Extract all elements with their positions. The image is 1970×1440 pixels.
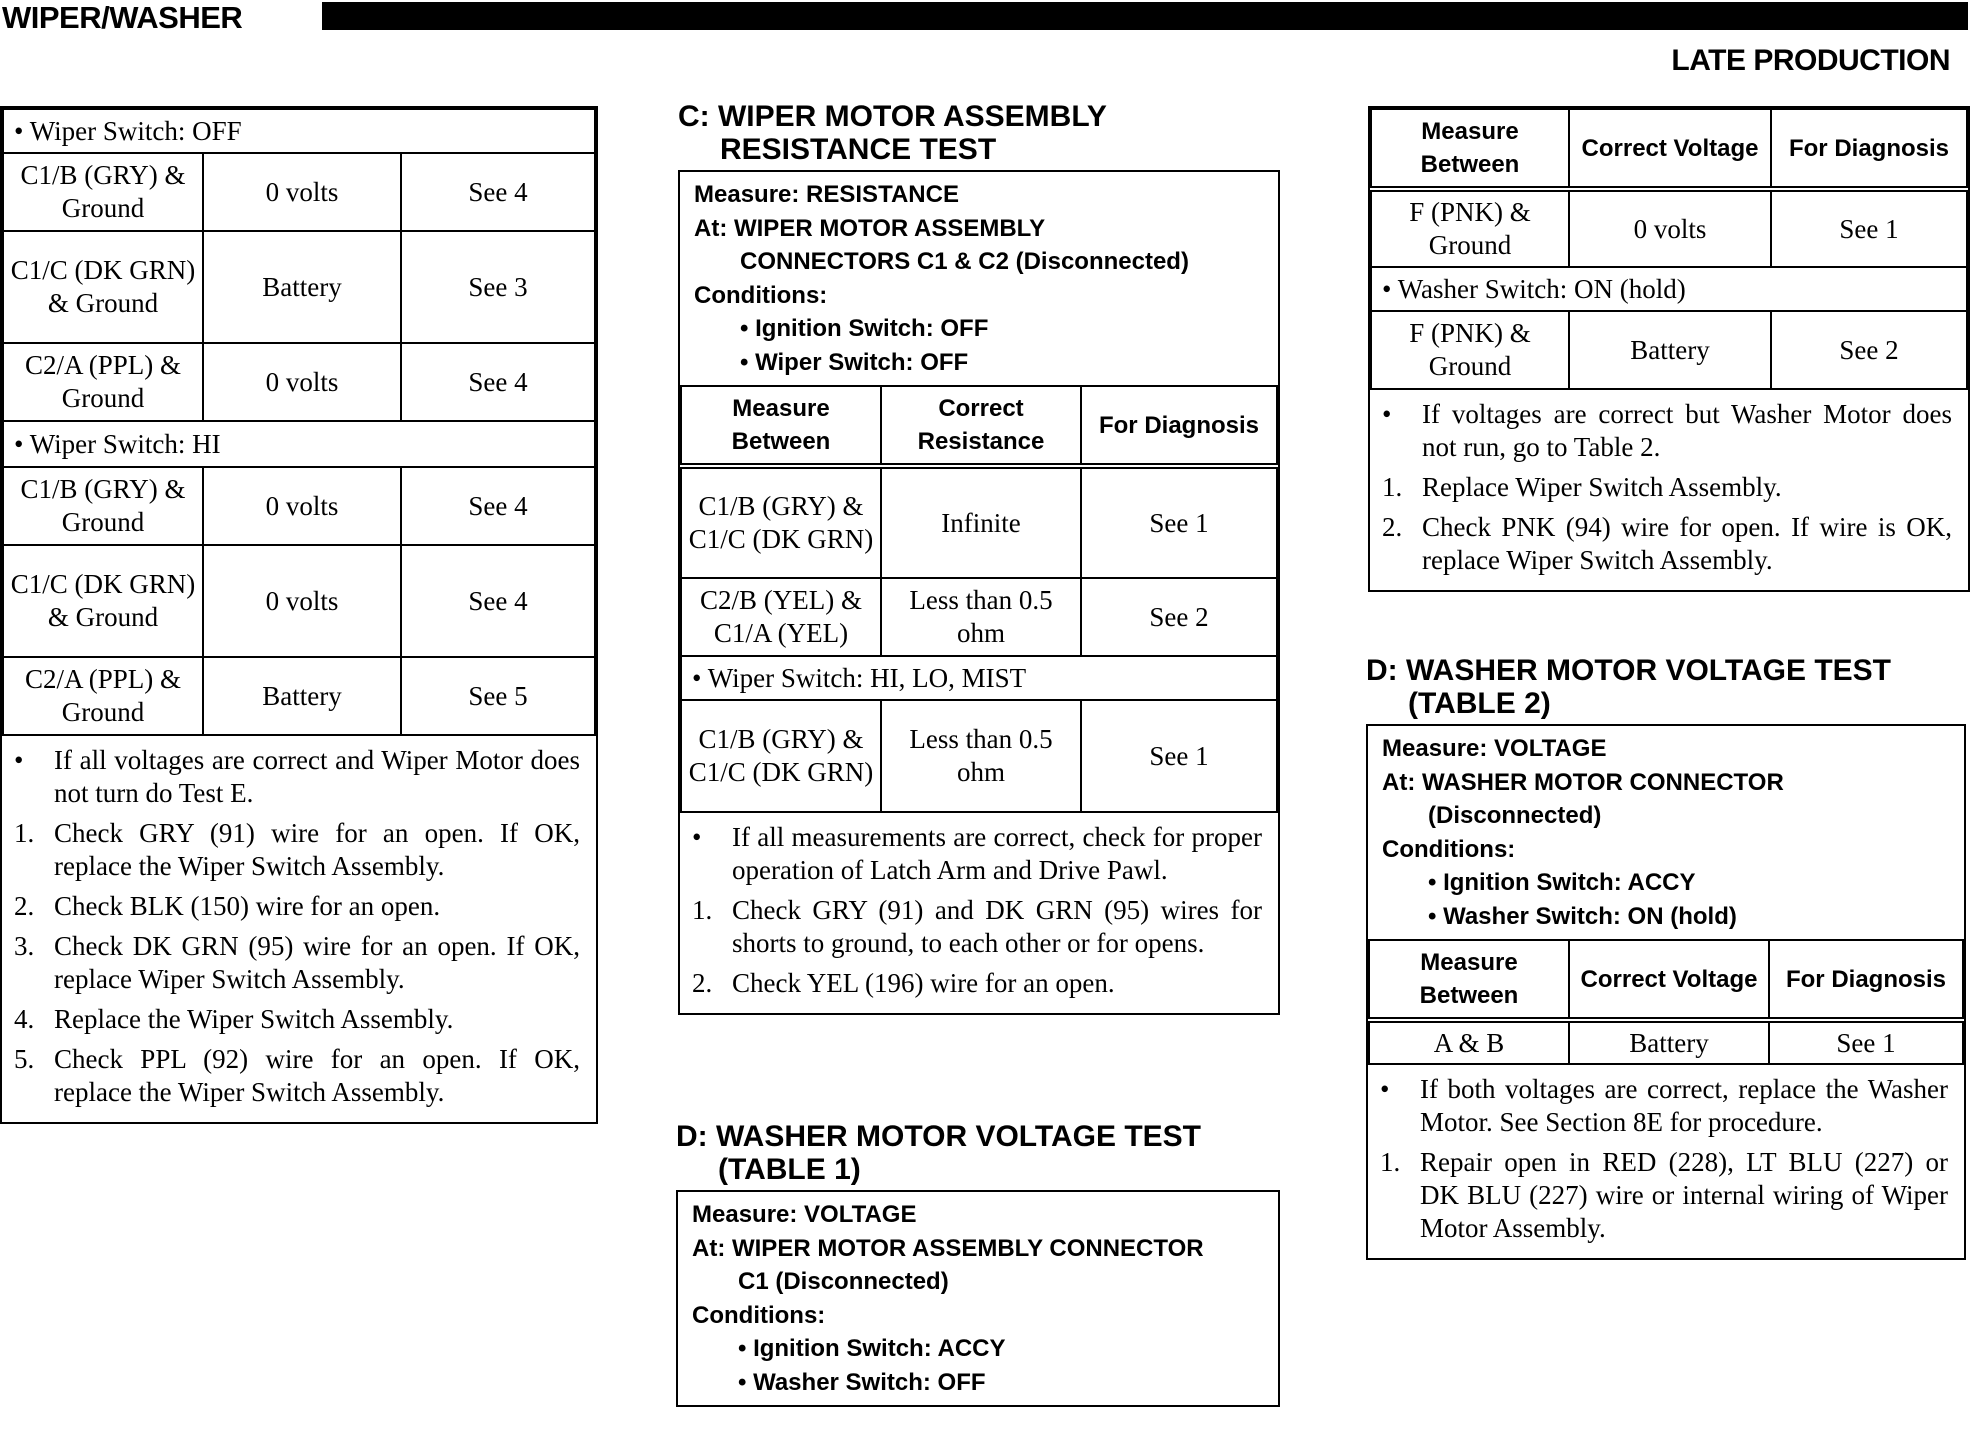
diagnosis-cell: See 3	[401, 231, 595, 343]
test-c-table	[680, 385, 1278, 813]
test-d1-box	[676, 1190, 1280, 1407]
table-row	[681, 700, 1277, 812]
table-row	[3, 657, 595, 735]
test-c-measure-block: Measure: RESISTANCE At: WIPER MOTOR ASSEMBLY CONNECTORS C1 & C2 (Disconnected) Conditions: • Ignition Switch: OFF • Wiper Switch: OFF	[694, 181, 1189, 376]
test-d2-title: D: WASHER MOTOR VOLTAGE TEST (TABLE 2)	[1366, 654, 1891, 720]
column-header: Correct Voltage	[1569, 109, 1771, 189]
diagnosis-cell: See 2	[1771, 311, 1967, 389]
header-bar	[322, 2, 1968, 30]
diagnosis-cell: See 2	[1081, 578, 1277, 656]
table-header	[1371, 109, 1967, 189]
measure-cell: C1/B (GRY) & C1/C (DK GRN)	[681, 466, 881, 578]
table-header	[681, 386, 1277, 466]
test-d2-box	[1366, 724, 1966, 1260]
table-row	[1369, 1020, 1963, 1064]
table-row	[3, 343, 595, 421]
condition-band: • Wiper Switch: HI, LO, MIST	[681, 656, 1277, 700]
table-row	[3, 467, 595, 545]
right-voltage-table	[1368, 106, 1970, 592]
list-item: 4. Replace the Wiper Switch Assembly.	[14, 1004, 454, 1034]
column-header: Measure Between	[681, 386, 881, 466]
diagnosis-cell: See 4	[401, 153, 595, 231]
diagnosis-cell: See 1	[1771, 189, 1967, 267]
test-c-box	[678, 170, 1280, 1015]
left-table	[2, 108, 596, 736]
list-item: • If both voltages are correct, replace the Washer Motor. See Section 8E for procedure.	[1380, 1074, 1948, 1137]
table-row	[1371, 189, 1967, 267]
list-item: 2. Check YEL (196) wire for an open.	[692, 968, 1115, 998]
left-voltage-table	[0, 106, 598, 1124]
measure-cell: C2/B (YEL) & C1/A (YEL)	[681, 578, 881, 656]
page-title: WIPER/WASHER	[2, 0, 243, 35]
condition-band: • Washer Switch: ON (hold)	[1371, 267, 1967, 311]
diagnosis-cell: See 1	[1081, 700, 1277, 812]
condition-band: • Wiper Switch: HI	[3, 421, 595, 467]
list-item: • If all voltages are correct and Wiper Motor does not turn do Test E.	[14, 745, 580, 808]
table-row	[1371, 311, 1967, 389]
column-header: Measure Between	[1369, 940, 1569, 1020]
column-header: For Diagnosis	[1081, 386, 1277, 466]
list-item: 5. Check PPL (92) wire for an open. If OK, replace the Wiper Switch Assembly.	[14, 1044, 580, 1107]
measure-cell: F (PNK) & Ground	[1371, 189, 1569, 267]
left-notes	[2, 736, 596, 1122]
column-header: Correct Resistance	[881, 386, 1081, 466]
value-cell: Less than 0.5 ohm	[881, 700, 1081, 812]
diagnosis-cell: See 4	[401, 467, 595, 545]
measure-cell: C2/A (PPL) & Ground	[3, 343, 203, 421]
column-header: Measure Between	[1371, 109, 1569, 189]
list-item: • If voltages are correct but Washer Motor does not run, go to Table 2.	[1382, 399, 1952, 462]
list-item: 2. Check BLK (150) wire for an open.	[14, 891, 441, 921]
measure-cell: A & B	[1369, 1020, 1569, 1064]
measure-cell: C1/C (DK GRN) & Ground	[3, 545, 203, 657]
condition-band: • Wiper Switch: OFF	[3, 109, 595, 153]
test-d1-title: D: WASHER MOTOR VOLTAGE TEST (TABLE 1)	[676, 1120, 1201, 1186]
diagnosis-cell: See 4	[401, 545, 595, 657]
value-cell: 0 volts	[1569, 189, 1771, 267]
value-cell: Battery	[1569, 1020, 1769, 1064]
list-item: • If all measurements are correct, check for proper operation of Latch Arm and Drive Pawl.	[692, 822, 1262, 885]
test-c-title: C: WIPER MOTOR ASSEMBLY RESISTANCE TEST	[678, 100, 1107, 166]
list-item: 1. Repair open in RED (228), LT BLU (227) or DK BLU (227) wire or internal wiring of Wiper Motor Assembly.	[1380, 1147, 1948, 1243]
value-cell: Battery	[1569, 311, 1771, 389]
list-item: 2. Check PNK (94) wire for open. If wire is OK, replace Wiper Switch Assembly.	[1382, 512, 1952, 575]
measure-cell: C1/B (GRY) & Ground	[3, 467, 203, 545]
test-c-section	[678, 100, 1280, 1015]
table-row	[3, 153, 595, 231]
value-cell: Less than 0.5 ohm	[881, 578, 1081, 656]
measure-cell: C2/A (PPL) & Ground	[3, 657, 203, 735]
diagnosis-cell: See 5	[401, 657, 595, 735]
value-cell: 0 volts	[203, 467, 401, 545]
measure-cell: C1/B (GRY) & C1/C (DK GRN)	[681, 700, 881, 812]
production-label: LATE PRODUCTION	[1671, 44, 1950, 77]
test-d2-measure-block: Measure: VOLTAGE At: WASHER MOTOR CONNECTOR (Disconnected) Conditions: • Ignition Switch: ACCY • Washer Switch: ON (hold)	[1382, 735, 1784, 930]
diagnosis-cell: See 1	[1081, 466, 1277, 578]
value-cell: 0 volts	[203, 153, 401, 231]
list-item: 1. Replace Wiper Switch Assembly.	[1382, 472, 1782, 502]
value-cell: Battery	[203, 657, 401, 735]
list-item: 1. Check GRY (91) and DK GRN (95) wires for shorts to ground, to each other or for opens.	[692, 895, 1262, 958]
list-item: 3. Check DK GRN (95) wire for an open. If OK, replace Wiper Switch Assembly.	[14, 931, 580, 994]
test-d2-section	[1366, 654, 1966, 1260]
table-header	[1369, 940, 1963, 1020]
table-row	[3, 231, 595, 343]
table-row	[681, 466, 1277, 578]
test-d1-measure-block: Measure: VOLTAGE At: WIPER MOTOR ASSEMBLY CONNECTOR C1 (Disconnected) Conditions: • Ignition Switch: ACCY • Washer Switch: OFF	[692, 1201, 1204, 1396]
test-d1-section	[676, 1120, 1280, 1407]
value-cell: 0 volts	[203, 545, 401, 657]
table-row	[681, 578, 1277, 656]
measure-cell: C1/C (DK GRN) & Ground	[3, 231, 203, 343]
diagnosis-cell: See 1	[1769, 1020, 1963, 1064]
diagnosis-cell: See 4	[401, 343, 595, 421]
value-cell: Infinite	[881, 466, 1081, 578]
right-top-table	[1370, 108, 1968, 390]
column-header: For Diagnosis	[1769, 940, 1963, 1020]
test-c-notes	[680, 813, 1278, 1013]
right-top-notes	[1370, 390, 1968, 590]
measure-cell: F (PNK) & Ground	[1371, 311, 1569, 389]
column-header: Correct Voltage	[1569, 940, 1769, 1020]
list-item: 1. Check GRY (91) wire for an open. If OK, replace the Wiper Switch Assembly.	[14, 818, 580, 881]
test-d2-notes	[1368, 1065, 1964, 1258]
value-cell: Battery	[203, 231, 401, 343]
measure-cell: C1/B (GRY) & Ground	[3, 153, 203, 231]
test-d2-table	[1368, 939, 1964, 1065]
column-header: For Diagnosis	[1771, 109, 1967, 189]
table-row	[3, 545, 595, 657]
value-cell: 0 volts	[203, 343, 401, 421]
